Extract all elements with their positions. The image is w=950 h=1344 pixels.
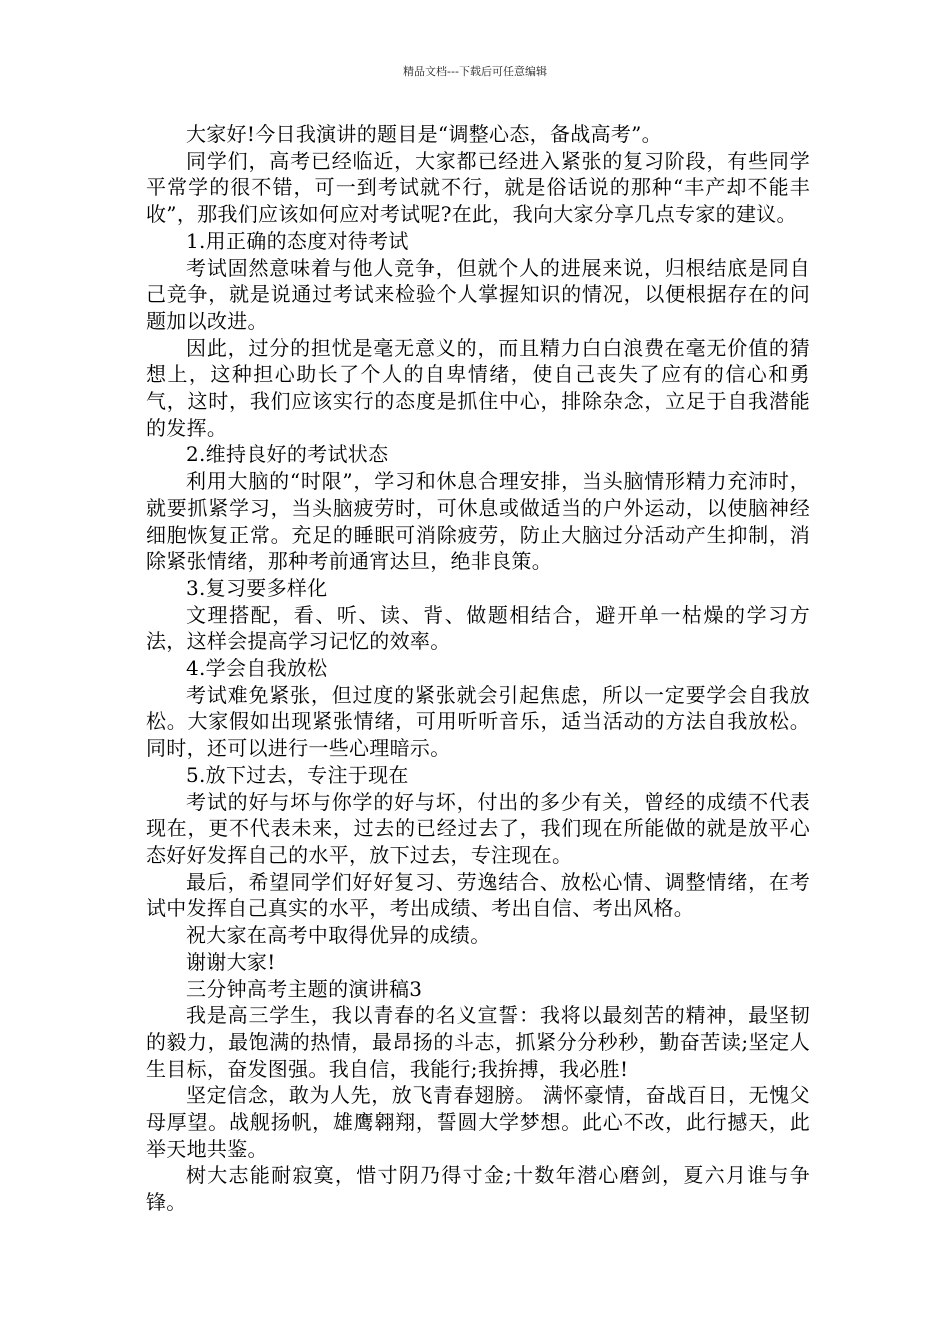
paragraph-section-2: 利用大脑的“时限”，学习和休息合理安排，当头脑情形精力充沛时，就要抓紧学习，当头脑疲劳时，可休息或做适当的户外运动，以使脑神经细胞恢复正常。充足的睡眠可消除疲劳，防止大脑过分活动产生抑制，消除紧张情绪，那种考前通宵达旦，绝非良策。 (146, 469, 810, 574)
page-header: 精品文档---下载后可任意编辑 (403, 65, 547, 78)
document-body (146, 121, 810, 1216)
paragraph-section-4: 考试难免紧张，但过度的紧张就会引起焦虑，所以一定要学会自我放松。大家假如出现紧张情绪，可用听听音乐，适当活动的方法自我放松。同时，还可以进行一些心理暗示。 (146, 682, 810, 761)
paragraph-belief: 坚定信念，敢为人先，放飞青春翅膀。 满怀豪情，奋战百日，无愧父母厚望。战舰扬帆，雄鹰翱翔，誓圆大学梦想。此心不改，此行撼天，此举天地共鉴。 (146, 1083, 810, 1161)
paragraph-section-1a: 考试固然意味着与他人竞争，但就个人的进展来说，归根结底是同自己竞争，就是说通过考试来检验个人掌握知识的情况，以便根据存在的问题加以改进。 (146, 255, 810, 333)
section-heading-3: 3.复习要多样化 (186, 575, 328, 600)
paragraph-ambition: 树大志能耐寂寞，惜寸阴乃得寸金;十数年潜心磨剑，夏六月谁与争锋。 (146, 1163, 810, 1215)
section-heading-4: 4.学会自我放松 (186, 656, 328, 681)
paragraph-conclusion: 最后，希望同学们好好复习、劳逸结合、放松心情、调整情绪，在考试中发挥自己真实的水平，考出成绩、考出自信、考出风格。 (146, 869, 810, 921)
paragraph-greeting: 大家好!今日我演讲的题目是“调整心态，备战高考”。 (186, 122, 662, 146)
section-heading-1: 1.用正确的态度对待考试 (186, 228, 409, 253)
paragraph-oath: 我是高三学生，我以青春的名义宣誓：我将以最刻苦的精神，最坚韧的毅力，最饱满的热情，最昂扬的斗志，抓紧分分秒秒，勤奋苦读;坚定人生目标，奋发图强。我自信，我能行;我拚搏，我必胜! (146, 1003, 810, 1081)
paragraph-thanks: 谢谢大家! (186, 949, 276, 974)
section-heading-5: 5.放下过去，专注于现在 (186, 762, 409, 787)
paragraph-section-1b: 因此，过分的担忧是毫无意义的，而且精力白白浪费在毫无价值的猜想上，这种担心助长了个人的自卑情绪，使自己丧失了应有的信心和勇气，这时，我们应该实行的态度是抓住中心，排除杂念，立足于自我潜能的发挥。 (146, 335, 810, 440)
paragraph-section-5: 考试的好与坏与你学的好与坏，付出的多少有关，曾经的成绩不代表现在，更不代表未来，过去的已经过去了，我们现在所能做的就是放平心态好好发挥自己的水平，放下过去，专注现在。 (146, 789, 810, 867)
paragraph-intro: 同学们，高考已经临近，大家都已经进入紧张的复习阶段，有些同学平常学的很不错，可一到考试就不行，就是俗话说的那种“丰产却不能丰收”，那我们应该如何应对考试呢?在此，我向大家分享几点专家的建议。 (146, 148, 810, 227)
section-heading-2: 2.维持良好的考试状态 (186, 442, 389, 467)
paragraph-section-3: 文理搭配，看、听、读、背、做题相结合，避开单一枯燥的学习方法，这样会提高学习记忆的效率。 (146, 602, 810, 654)
paragraph-wishes: 祝大家在高考中取得优异的成绩。 (186, 923, 491, 948)
speech-title-3: 三分钟高考主题的演讲稿3 (186, 976, 423, 1001)
